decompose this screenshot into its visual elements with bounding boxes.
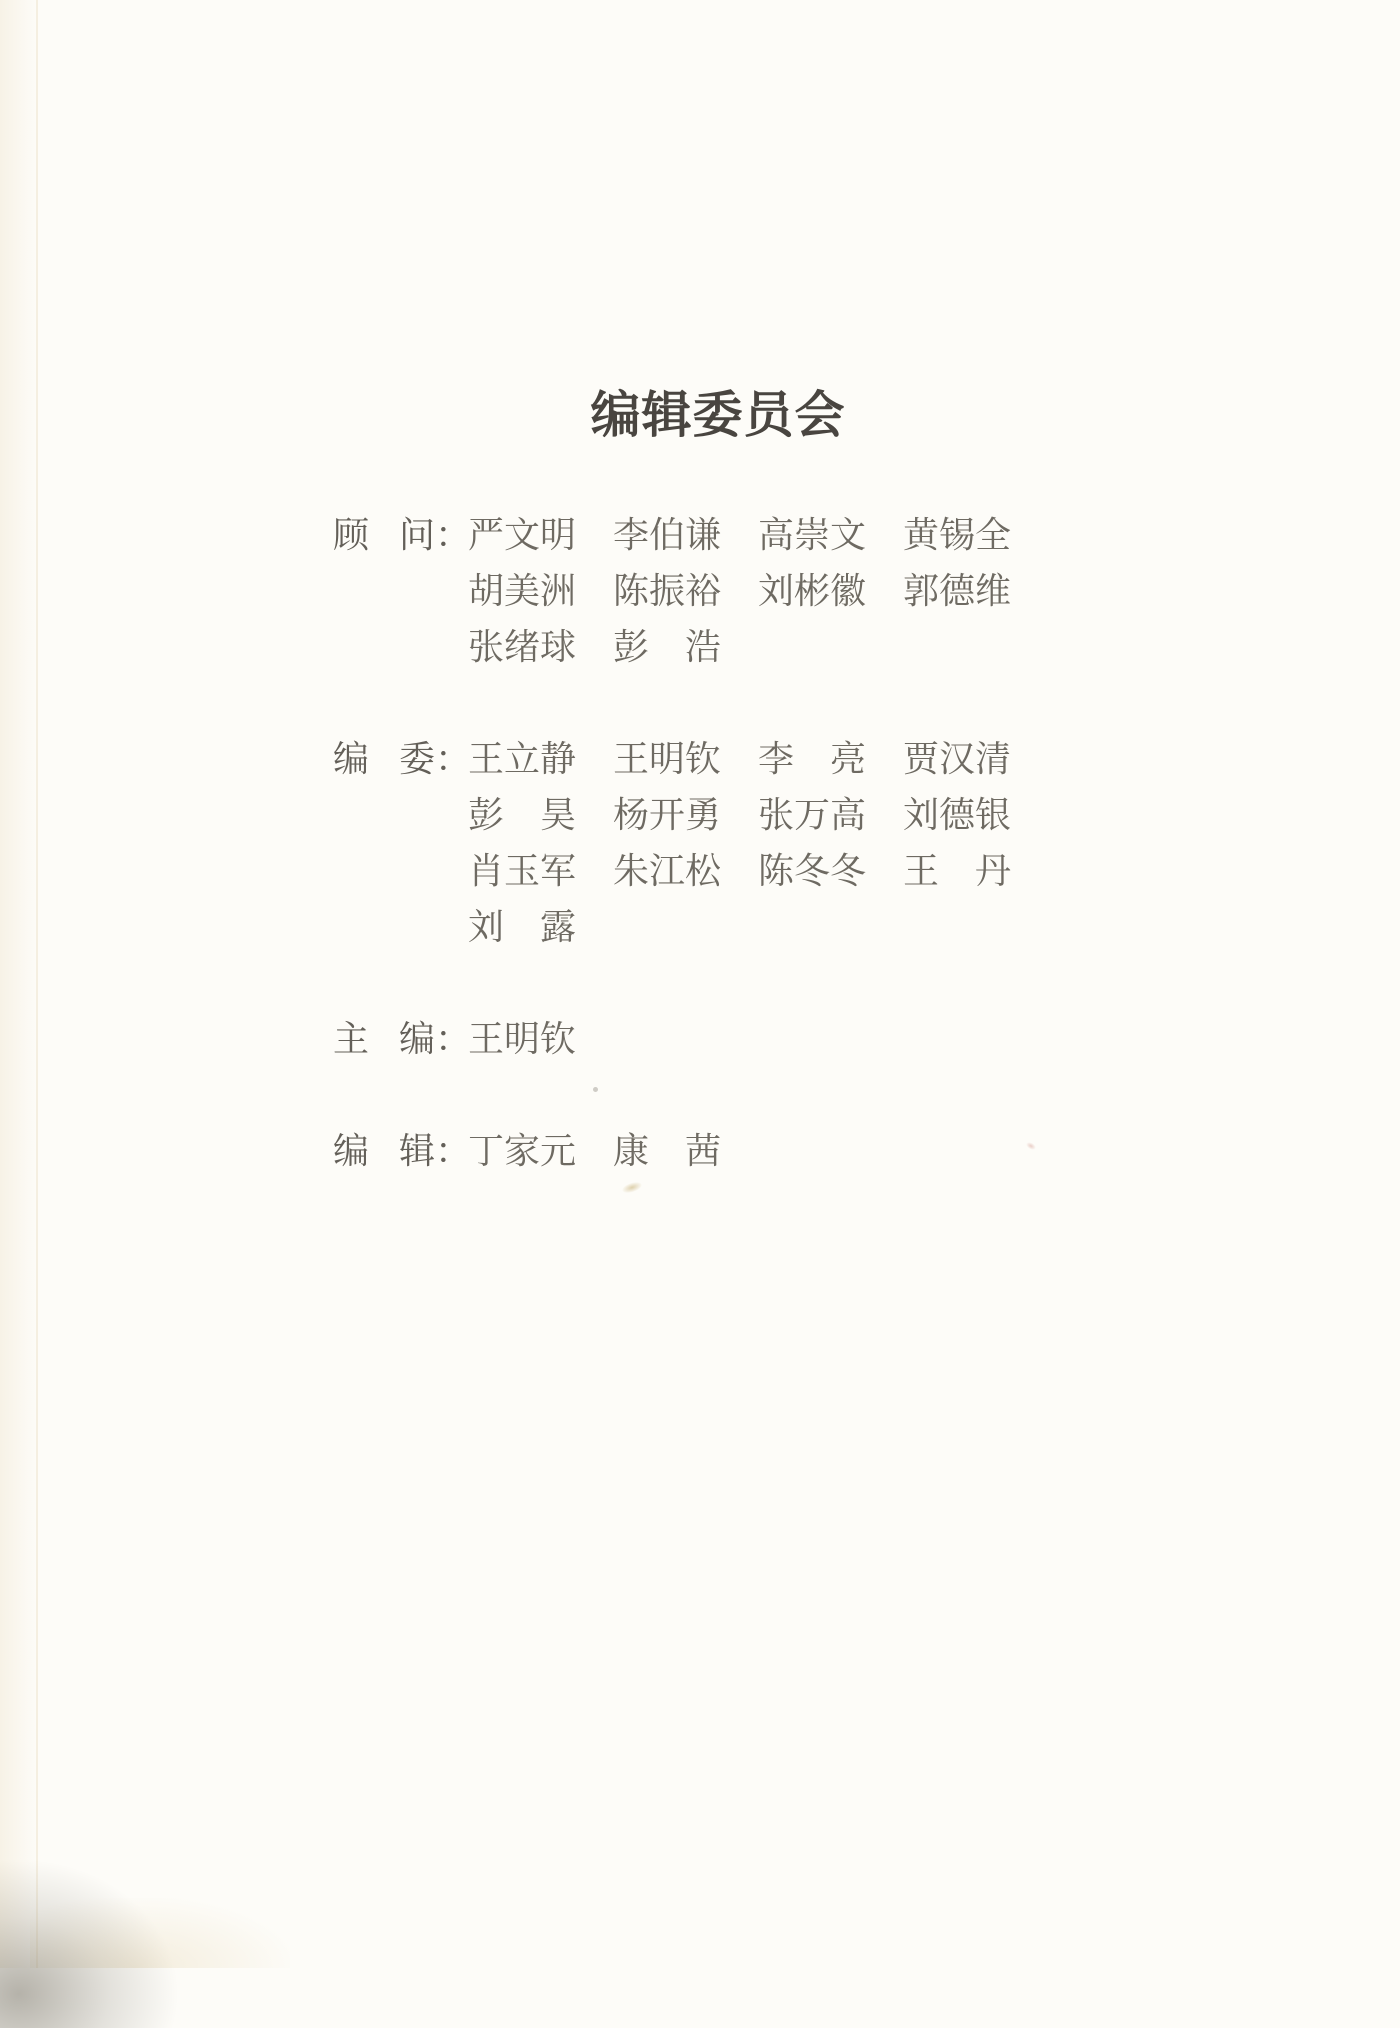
- name-row: [468, 1012, 1153, 1068]
- person-name: 肖玉军: [468, 851, 577, 892]
- person-name: 刘露: [468, 907, 576, 948]
- section-label: 编委: [333, 739, 435, 780]
- person-name: 张万高: [758, 795, 867, 836]
- person-name: 彭昊: [468, 795, 576, 836]
- person-name: 丁家元: [468, 1131, 577, 1172]
- section-label-wrap: [333, 1012, 471, 1068]
- section-label: 编辑: [333, 1131, 435, 1172]
- section-colon: ：: [435, 739, 472, 780]
- committee-section: [333, 1124, 1153, 1180]
- person-name: 李亮: [758, 739, 866, 780]
- scan-speck-dot: [593, 1087, 598, 1092]
- person-name: 高崇文: [758, 515, 867, 556]
- person-name: 王立静: [468, 739, 577, 780]
- section-label-wrap: [333, 732, 471, 788]
- person-name: 郭德维: [903, 571, 1012, 612]
- person-name: 陈冬冬: [758, 851, 867, 892]
- name-row: [468, 732, 1153, 788]
- name-row: [468, 844, 1153, 900]
- section-label: 主编: [333, 1019, 435, 1060]
- scan-left-edge-line: [36, 0, 38, 1968]
- section-colon: ：: [435, 1131, 472, 1172]
- person-name: 刘彬徽: [758, 571, 867, 612]
- section-colon: ：: [435, 515, 472, 556]
- committee-section: [333, 732, 1153, 956]
- person-name: 陈振裕: [613, 571, 722, 612]
- person-name: 王丹: [903, 851, 1011, 892]
- committee-list: [333, 508, 1153, 1236]
- person-name: 朱江松: [613, 851, 722, 892]
- name-row: [468, 788, 1153, 844]
- person-name: 彭浩: [613, 627, 721, 668]
- section-rows: [468, 1012, 1153, 1068]
- section-label-wrap: [333, 508, 471, 564]
- section-rows: [468, 1124, 1153, 1180]
- person-name: 胡美洲: [468, 571, 577, 612]
- section-label: 顾问: [333, 515, 435, 556]
- person-name: 贾汉清: [903, 739, 1012, 780]
- page-title: 编辑委员会: [590, 385, 846, 444]
- committee-section: [333, 1012, 1153, 1068]
- committee-section: [333, 508, 1153, 676]
- scan-corner-shadow: [0, 1858, 180, 2028]
- person-name: 杨开勇: [613, 795, 722, 836]
- name-row: [468, 1124, 1153, 1180]
- name-row: [468, 564, 1153, 620]
- person-name: 李伯谦: [613, 515, 722, 556]
- name-row: [468, 620, 1153, 676]
- person-name: 康茜: [613, 1131, 721, 1172]
- person-name: 刘德银: [903, 795, 1012, 836]
- person-name: 王明钦: [613, 739, 722, 780]
- scan-left-edge-band: [0, 0, 37, 1968]
- person-name: 张绪球: [468, 627, 577, 668]
- person-name: 王明钦: [468, 1019, 577, 1060]
- section-rows: [468, 732, 1153, 956]
- section-label-wrap: [333, 1124, 471, 1180]
- person-name: 黄锡全: [903, 515, 1012, 556]
- person-name: 严文明: [468, 515, 577, 556]
- name-row: [468, 508, 1153, 564]
- section-colon: ：: [435, 1019, 472, 1060]
- section-rows: [468, 508, 1153, 676]
- name-row: [468, 900, 1153, 956]
